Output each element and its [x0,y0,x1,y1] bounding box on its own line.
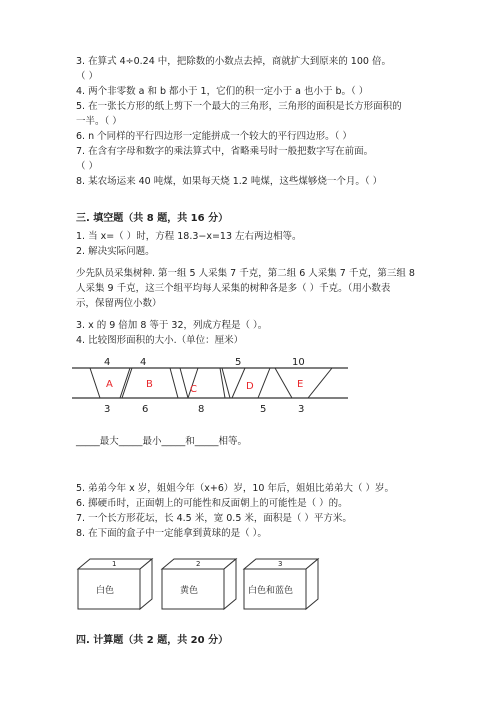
fill-q2: 2. 解决实际问题。 [76,246,155,257]
fill-q4: 4. 比较图形面积的大小.（单位：厘米） [76,335,244,346]
judge-q5-line1: 5. 在一张长方形的纸上剪下一个最大的三角形，三角形的面积是长方形面积的 [76,101,402,112]
fill-q1: 1. 当 x=（ ）时，方程 18.3−x=13 左右两边相等。 [76,231,302,242]
bottom-number-b: 6 [142,404,149,415]
judge-q7-line2: （ ） [76,161,99,172]
judge-q3-line1: 3. 在算式 4÷0.24 中，把除数的小数点去掉，商就扩大到原来的 100 倍。 [76,56,391,67]
shape-c [180,368,225,398]
shape-d-slant [232,368,245,398]
fill-q4-answer-line: _____最大_____最小_____和_____相等。 [76,436,248,447]
box-1-label: 白色 [96,586,115,596]
shape-label-a: A [106,379,113,390]
fill-section-heading: 三. 填空题（共 8 题，共 16 分） [76,213,229,224]
shape-label-e: E [297,379,304,390]
box-2-number: 2 [196,560,201,568]
box-1 [78,559,152,609]
top-number-e: 10 [292,357,305,368]
fill-q2-text-line3: 示，保留两位小数） [76,298,162,309]
area-comparison-figure [70,354,350,418]
bottom-number-c: 8 [198,404,205,415]
box-3 [244,559,318,609]
calc-section-heading: 四. 计算题（共 2 题，共 20 分） [76,635,229,646]
box-1-number: 1 [112,560,117,568]
shape-label-b: B [146,379,153,390]
box-2 [162,559,236,609]
fill-q6: 6. 掷硬币时，正面朝上的可能性和反面朝上的可能性是（ ）的。 [76,498,348,509]
shape-label-c: C [190,384,197,395]
ball-boxes-figure [72,557,408,611]
top-number-d: 5 [235,357,242,368]
fill-q3: 3. x 的 9 倍加 8 等于 32，列成方程是（ ）。 [76,320,268,331]
judge-q4: 4. 两个非零数 a 和 b 都小于 1，它们的积一定小于 a 也小于 b。（ ） [76,86,369,97]
judge-q5-line2: 一半。（ ） [76,116,122,127]
bottom-number-d: 5 [260,404,267,415]
judge-q8: 8. 某农场运来 40 吨煤，如果每天烧 1.2 吨煤，这些煤够烧一个月。（ ） [76,176,383,187]
bottom-number-a: 3 [104,404,111,415]
bottom-number-e: 3 [298,404,305,415]
box-3-number: 3 [278,560,283,568]
fill-q2-text-line1: 少先队员采集树种. 第一组 5 人采集 7 千克，第二组 6 人采集 7 千克，第三组 8 [76,268,415,279]
shape-label-d: D [246,381,254,392]
fill-q5: 5. 弟弟今年 x 岁，姐姐今年（x+6）岁，10 年后，姐姐比弟弟大（ ）岁。 [76,483,395,494]
judge-q6: 6. n 个同样的平行四边形一定能拼成一个较大的平行四边形。（ ） [76,131,352,142]
fill-q8: 8. 在下面的盒子中一定能拿到黄球的是（ ）。 [76,528,267,539]
top-number-b: 4 [140,357,147,368]
fill-q2-text-line2: 人采集 9 千克，这三个组平均每人采集的树种各是多（ ）千克。（用小数表 [76,283,391,294]
shape-e [275,368,332,398]
fill-q7: 7. 一个长方形花坛，长 4.5 米，宽 0.5 米，面积是（ ）平方米。 [76,513,352,524]
box-2-label: 黄色 [180,586,199,596]
judge-q7-line1: 7. 在含有字母和数字的乘法算式中，省略乘号时一般把数字写在前面。 [76,146,374,157]
box-3-label: 白色和蓝色 [248,586,294,596]
judge-q3-line2: （ ） [76,71,99,82]
top-number-a: 4 [104,357,111,368]
